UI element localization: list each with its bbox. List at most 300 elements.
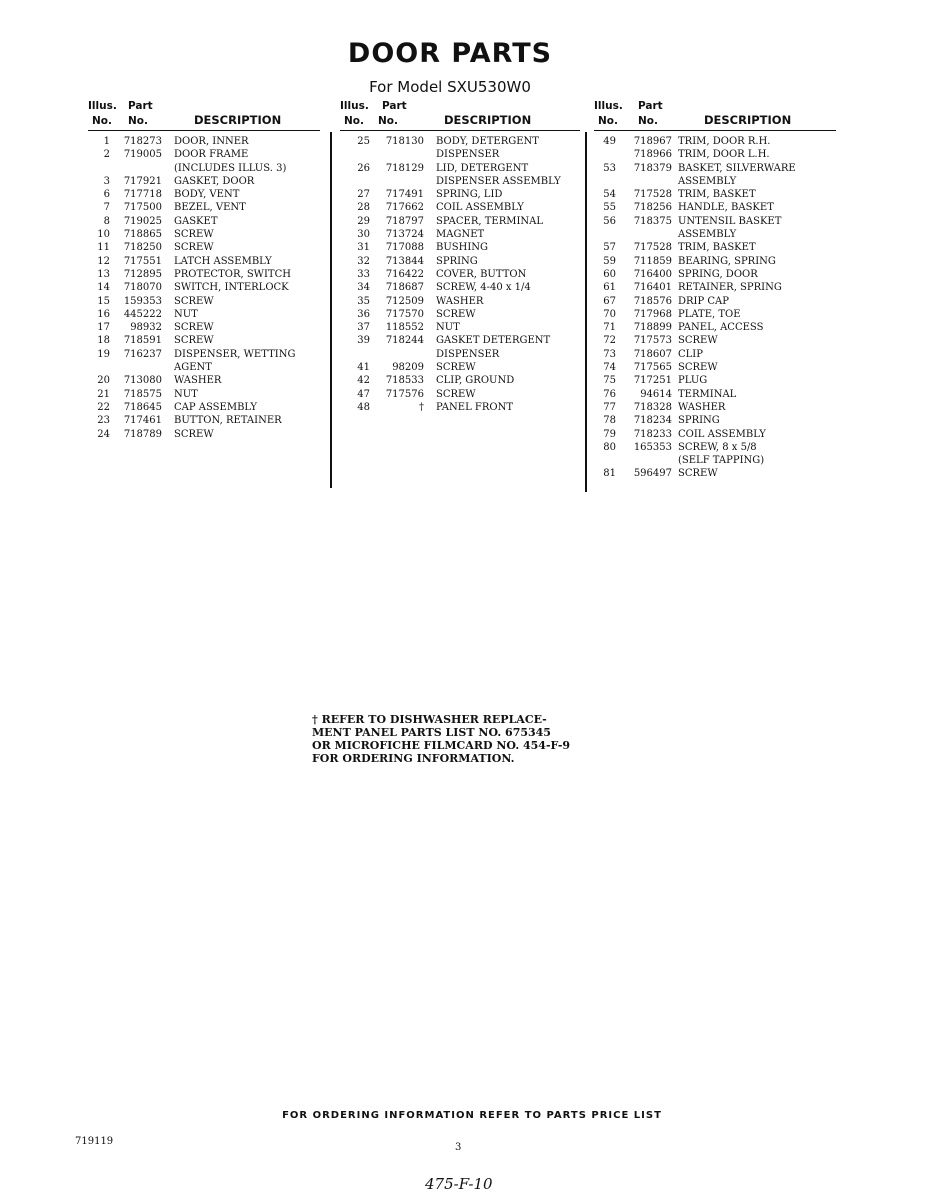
header-description: DESCRIPTION [444,113,532,127]
part-description: SCREW, 8 x 5/8 [678,441,757,453]
page-number: 3 [455,1142,462,1153]
illus-number: 72 [603,335,616,347]
illus-number: 70 [603,308,616,320]
part-description: DISPENSER ASSEMBLY [436,175,561,187]
part-number: 717718 [123,189,162,201]
table-row [594,148,836,161]
illus-number: 41 [357,362,370,374]
part-description: SCREW [678,468,718,480]
table-row [340,188,580,201]
part-number: 717461 [123,415,162,427]
page-subtitle: For Model SXU530W0 [369,78,531,96]
table-row [594,361,836,374]
column-divider [585,132,587,492]
table-row [88,281,320,294]
table-row [594,467,836,480]
part-number: 716401 [633,282,672,294]
header-part-no: No. [378,115,398,127]
table-row [594,388,836,401]
part-number: 718865 [123,229,162,241]
part-description: SCREW [174,322,214,334]
table-row [340,135,580,148]
part-description: BODY, DETERGENT [436,136,539,147]
illus-number: 29 [357,215,370,227]
illus-number: 26 [357,162,370,174]
part-description: SCREW [174,229,214,241]
part-number: 718375 [633,215,672,227]
part-description: COIL ASSEMBLY [436,202,524,214]
header-part-no: No. [128,115,148,127]
table-row [340,388,580,401]
table-row [594,374,836,387]
illus-number: 13 [97,268,110,280]
illus-number: 25 [357,136,370,147]
illus-number: 48 [357,401,370,413]
table-row [340,308,580,321]
part-number: 718533 [385,375,424,387]
illus-number: 18 [97,335,110,347]
illus-number: 1 [103,136,110,147]
part-number: 717500 [123,202,162,214]
part-description: AGENT [174,362,212,374]
part-description: CLIP [678,348,703,360]
table-row [594,401,836,414]
header-illus: Illus. [594,100,623,112]
table-row [594,162,836,175]
part-description: TRIM, DOOR R.H. [678,136,771,147]
part-number: 718966 [633,149,672,161]
part-description: TERMINAL [678,388,737,400]
part-number: 98932 [130,322,162,334]
table-row [88,374,320,387]
table-row [88,268,320,281]
part-number: 718967 [633,136,672,147]
header-part: Part [638,100,663,112]
part-number: 718328 [633,401,672,413]
part-description: SPRING [678,415,720,427]
part-description: SCREW [174,242,214,254]
part-description: GASKET DETERGENT [436,335,551,347]
table-row [594,321,836,334]
part-description: TRIM, DOOR L.H. [678,149,770,161]
illus-number: 74 [603,362,616,374]
part-number: 718070 [123,282,162,294]
part-number: 718129 [385,162,424,174]
part-number: 713724 [385,229,424,241]
part-description: (SELF TAPPING) [678,455,765,467]
table-row [594,188,836,201]
illus-number: 36 [357,308,370,320]
table-row [594,215,836,228]
table-row [88,162,320,175]
footnote-line: † REFER TO DISHWASHER REPLACE- [312,713,547,726]
part-number: 717662 [385,202,424,214]
table-row [340,361,580,374]
parts-column-2 [340,98,580,414]
illus-number: 11 [97,242,110,254]
table-row [594,308,836,321]
table-row [340,374,580,387]
header-illus: Illus. [88,100,117,112]
part-number: 717528 [633,242,672,254]
illus-number: 31 [357,242,370,254]
column-divider [330,132,332,488]
part-description: SCREW [174,295,214,307]
part-description: SPRING, DOOR [678,268,758,280]
part-number: 718244 [385,335,424,347]
header-illus-no: No. [344,115,364,127]
table-row [594,135,836,148]
illus-number: 42 [357,375,370,387]
illus-number: 37 [357,322,370,334]
part-description: MAGNET [436,229,485,241]
part-description: LID, DETERGENT [436,162,529,174]
table-row [88,175,320,188]
illus-number: 3 [103,175,110,187]
illus-number: 79 [603,428,616,440]
part-description: PROTECTOR, SWITCH [174,268,291,280]
illus-number: 14 [97,282,110,294]
part-number: 717968 [633,308,672,320]
table-row [340,281,580,294]
parts-rows [88,135,320,441]
part-number: 718379 [633,162,672,174]
illus-number: 6 [103,189,110,201]
table-row [340,241,580,254]
part-number: † [419,401,424,413]
illus-number: 32 [357,255,370,267]
part-description: PANEL, ACCESS [678,322,764,334]
table-row [594,454,836,467]
part-number: 718234 [633,415,672,427]
part-number: 718233 [633,428,672,440]
footnote-line: MENT PANEL PARTS LIST NO. 675345 [312,726,551,739]
part-number: 718607 [633,348,672,360]
part-number: 718789 [123,428,162,440]
part-description: BODY, VENT [174,189,240,201]
part-number: 718591 [123,335,162,347]
table-row [88,414,320,427]
part-description: BUSHING [436,242,489,254]
ordering-info: FOR ORDERING INFORMATION REFER TO PARTS PRICE LIST [282,1110,662,1121]
illus-number: 71 [603,322,616,334]
table-row [594,428,836,441]
handwritten-note: 475-F-10 [425,1175,493,1193]
document-number: 719119 [75,1136,114,1147]
header-illus: Illus. [340,100,369,112]
table-row [594,334,836,347]
table-row [88,308,320,321]
illus-number: 49 [603,136,616,147]
part-number: 717573 [633,335,672,347]
part-description: COIL ASSEMBLY [678,428,766,440]
illus-number: 57 [603,242,616,254]
part-description: CLIP, GROUND [436,375,515,387]
table-row [88,348,320,361]
illus-number: 54 [603,189,616,201]
header-part-no: No. [638,115,658,127]
table-row [594,295,836,308]
part-description: SPACER, TERMINAL [436,215,544,227]
table-row [594,201,836,214]
part-description: DISPENSER [436,348,500,360]
part-number: 445222 [123,308,162,320]
illus-number: 17 [97,322,110,334]
part-number: 712895 [123,268,162,280]
illus-number: 39 [357,335,370,347]
part-description: SCREW [678,335,718,347]
table-row [594,255,836,268]
header-illus-no: No. [92,115,112,127]
part-description: CAP ASSEMBLY [174,401,258,413]
illus-number: 28 [357,202,370,214]
part-number: 717528 [633,189,672,201]
part-number: 718797 [385,215,424,227]
part-description: SCREW [436,308,476,320]
illus-number: 59 [603,255,616,267]
part-description: SCREW [174,428,214,440]
illus-number: 56 [603,215,616,227]
part-description: DISPENSER [436,149,500,161]
part-number: 716400 [633,268,672,280]
part-number: 712509 [385,295,424,307]
table-row [88,295,320,308]
table-row [88,228,320,241]
part-number: 711859 [633,255,672,267]
part-description: DRIP CAP [678,295,730,307]
part-number: 717251 [633,375,672,387]
part-number: 717088 [385,242,424,254]
part-description: SCREW [436,362,476,374]
table-row [88,201,320,214]
table-row [88,148,320,161]
part-number: 718576 [633,295,672,307]
illus-number: 80 [603,441,616,453]
column-header [340,98,580,131]
part-number: 717576 [385,388,424,400]
illus-number: 78 [603,415,616,427]
illus-number: 67 [603,295,616,307]
table-row [88,388,320,401]
illus-number: 81 [603,468,616,480]
part-description: BEZEL, VENT [174,202,246,214]
part-description: ASSEMBLY [678,175,737,187]
table-row [88,135,320,148]
table-row [340,321,580,334]
table-row [88,241,320,254]
part-number: 165353 [633,441,672,453]
illus-number: 35 [357,295,370,307]
part-description: NUT [174,388,198,400]
part-description: WASHER [174,375,222,387]
part-description: SCREW, 4-40 x 1/4 [436,282,531,294]
part-number: 718645 [123,401,162,413]
illus-number: 47 [357,388,370,400]
illus-number: 24 [97,428,110,440]
header-illus-no: No. [598,115,618,127]
part-number: 718250 [123,242,162,254]
part-description: WASHER [678,401,726,413]
part-number: 718273 [123,136,162,147]
part-number: 717565 [633,362,672,374]
table-row [340,201,580,214]
parts-column-1 [88,98,320,441]
part-number: 718687 [385,282,424,294]
part-description: TRIM, BASKET [678,189,756,201]
table-row [340,228,580,241]
illus-number: 53 [603,162,616,174]
table-row [88,255,320,268]
table-row [594,441,836,454]
part-number: 94614 [640,388,672,400]
illus-number: 23 [97,415,110,427]
part-number: 719005 [123,149,162,161]
part-description: NUT [436,322,460,334]
header-part: Part [382,100,407,112]
part-description: DOOR FRAME [174,149,249,161]
part-description: BASKET, SILVERWARE [678,162,796,174]
part-number: 716422 [385,268,424,280]
illus-number: 22 [97,401,110,413]
table-row [340,148,580,161]
illus-number: 15 [97,295,110,307]
table-row [340,268,580,281]
illus-number: 34 [357,282,370,294]
part-number: 717570 [385,308,424,320]
illus-number: 76 [603,388,616,400]
table-row [340,334,580,347]
part-description: DOOR, INNER [174,136,249,147]
illus-number: 12 [97,255,110,267]
illus-number: 2 [103,149,110,161]
part-number: 717491 [385,189,424,201]
illus-number: 7 [103,202,110,214]
illus-number: 61 [603,282,616,294]
parts-rows [594,135,836,481]
table-row [594,228,836,241]
table-row [88,428,320,441]
parts-rows [340,135,580,414]
part-number: 716237 [123,348,162,360]
table-row [88,361,320,374]
illus-number: 75 [603,375,616,387]
page-title: DOOR PARTS [347,38,553,69]
part-description: GASKET [174,215,218,227]
part-description: ASSEMBLY [678,229,737,241]
part-description: SPRING, LID [436,189,503,201]
part-description: UNTENSIL BASKET [678,215,782,227]
table-row [340,348,580,361]
table-row [340,401,580,414]
table-row [88,321,320,334]
part-number: 596497 [633,468,672,480]
table-row [594,241,836,254]
illus-number: 55 [603,202,616,214]
part-number: 717921 [123,175,162,187]
part-number: 717551 [123,255,162,267]
illus-number: 16 [97,308,110,320]
footnote [312,713,612,765]
header-part: Part [128,100,153,112]
column-header [594,98,836,131]
table-row [340,175,580,188]
part-description: LATCH ASSEMBLY [174,255,272,267]
part-number: 713080 [123,375,162,387]
part-description: BEARING, SPRING [678,255,776,267]
table-row [594,175,836,188]
illus-number: 27 [357,189,370,201]
part-description: HANDLE, BASKET [678,202,774,214]
part-number: 713844 [385,255,424,267]
illus-number: 33 [357,268,370,280]
part-description: BUTTON, RETAINER [174,415,282,427]
illus-number: 20 [97,375,110,387]
header-description: DESCRIPTION [194,113,282,127]
part-description: NUT [174,308,198,320]
table-row [340,215,580,228]
table-row [340,295,580,308]
illus-number: 10 [97,229,110,241]
table-row [88,215,320,228]
illus-number: 21 [97,388,110,400]
part-description: SCREW [174,335,214,347]
part-description: SWITCH, INTERLOCK [174,282,289,294]
part-number: 718575 [123,388,162,400]
part-number: 118552 [385,322,424,334]
part-description: RETAINER, SPRING [678,282,782,294]
table-row [340,162,580,175]
part-description: GASKET, DOOR [174,175,255,187]
part-description: PLUG [678,375,708,387]
part-description: PLATE, TOE [678,308,741,320]
part-description: SCREW [678,362,718,374]
part-description: SCREW [436,388,476,400]
table-row [594,414,836,427]
table-row [594,268,836,281]
part-number: 719025 [123,215,162,227]
illus-number: 19 [97,348,110,360]
footnote-line: OR MICROFICHE FILMCARD NO. 454-F-9 [312,739,571,752]
footnote-line: FOR ORDERING INFORMATION. [312,752,515,765]
illus-number: 60 [603,268,616,280]
header-description: DESCRIPTION [704,113,792,127]
part-description: SPRING [436,255,478,267]
part-number: 159353 [123,295,162,307]
part-number: 98209 [392,362,424,374]
table-row [88,401,320,414]
column-header [88,98,320,131]
table-row [340,255,580,268]
part-description: WASHER [436,295,484,307]
part-description: TRIM, BASKET [678,242,756,254]
illus-number: 73 [603,348,616,360]
illus-number: 8 [103,215,110,227]
illus-number: 77 [603,401,616,413]
table-row [88,188,320,201]
part-description: COVER, BUTTON [436,268,527,280]
illus-number: 30 [357,229,370,241]
part-description: DISPENSER, WETTING [174,348,296,360]
table-row [594,281,836,294]
part-number: 718130 [385,136,424,147]
part-description: PANEL FRONT [436,401,513,413]
table-row [594,348,836,361]
part-number: 718899 [633,322,672,334]
part-description: (INCLUDES ILLUS. 3) [174,162,287,174]
parts-column-3 [594,98,836,481]
table-row [88,334,320,347]
part-number: 718256 [633,202,672,214]
